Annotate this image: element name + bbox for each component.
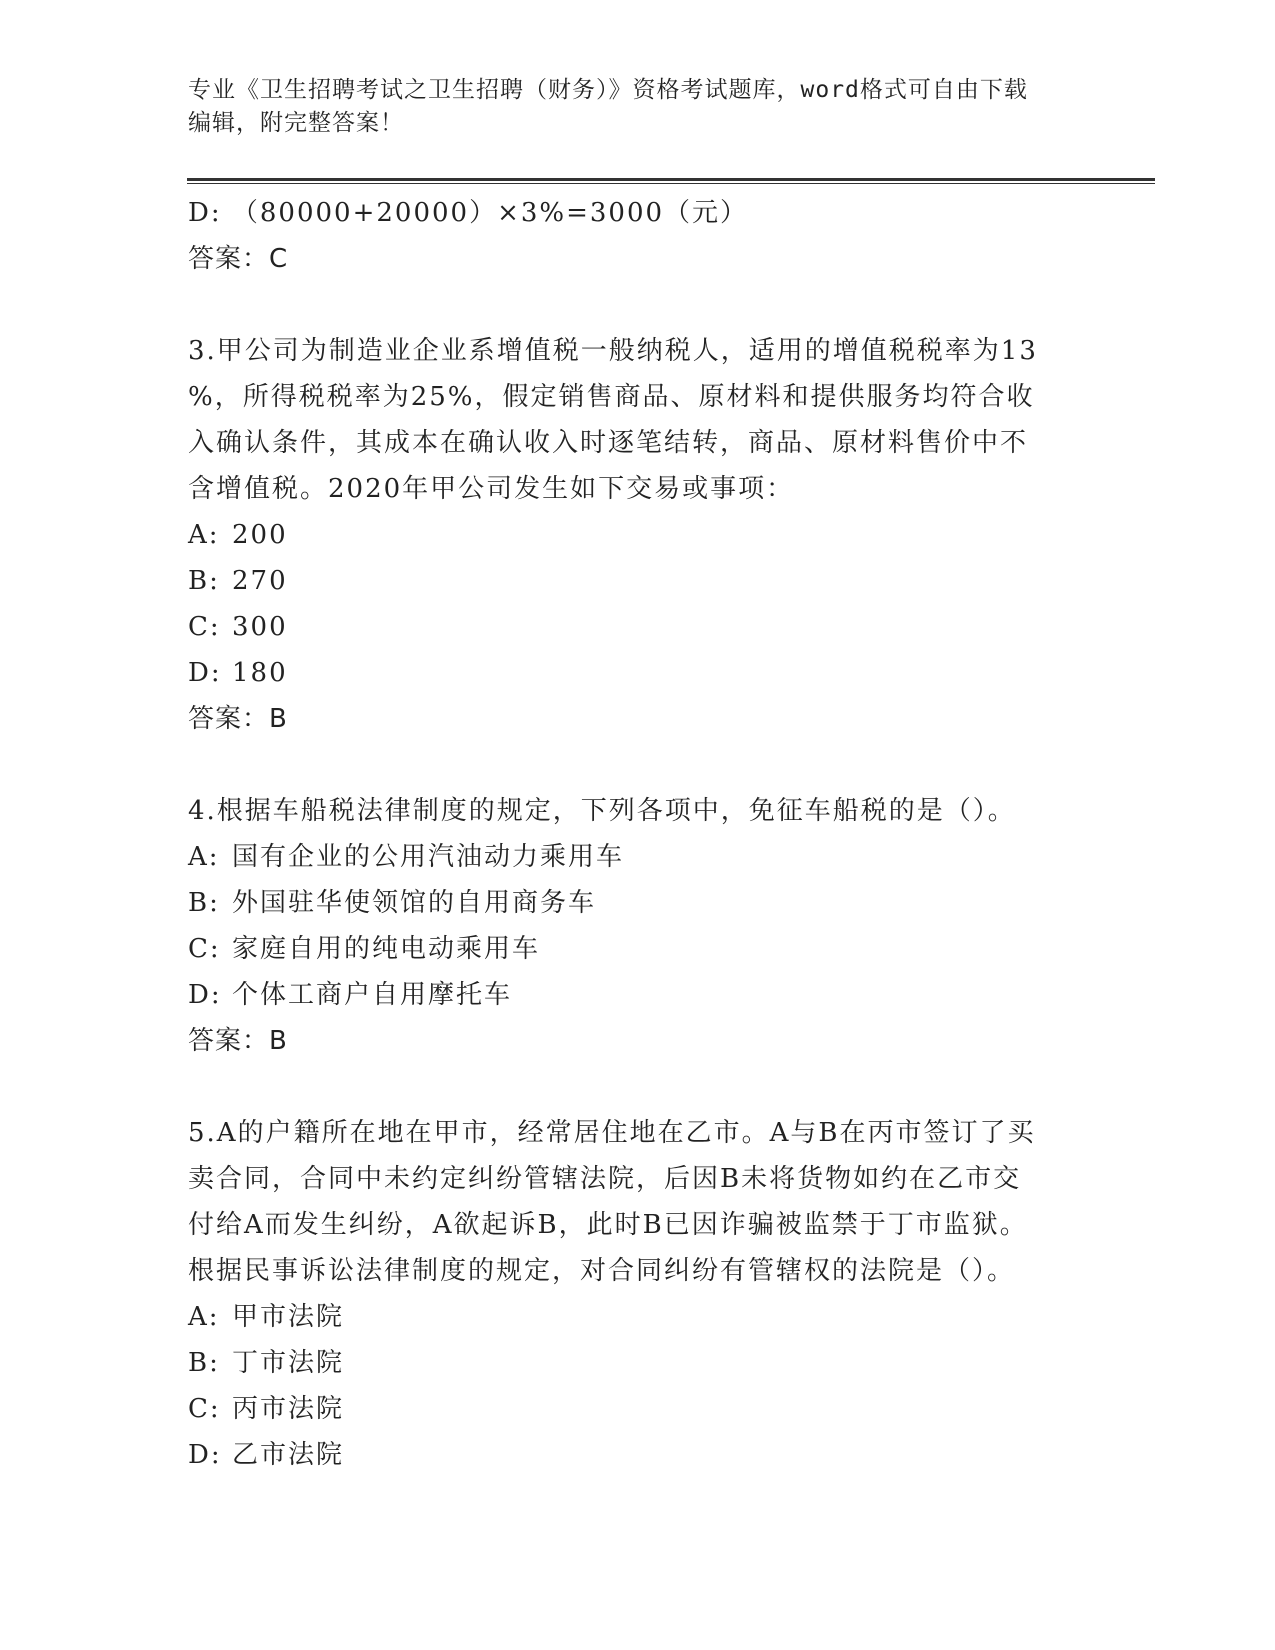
question-4-option-a [188, 834, 1088, 880]
header-line-1: 专业《卫生招聘考试之卫生招聘（财务）》资格考试题库，word格式可自由下载 [188, 77, 1028, 103]
question-5-option-d [188, 1432, 1088, 1478]
option-text: 180 [232, 658, 288, 688]
option-letter: B: [188, 1348, 220, 1378]
header-divider [187, 178, 1155, 181]
option-letter: A: [188, 842, 220, 872]
question-5-line: 5.A的户籍所在地在甲市，经常居住地在乙市。A与B在丙市签订了买 [188, 1118, 1036, 1148]
question-5-option-b [188, 1340, 1088, 1386]
option-text: 300 [232, 612, 288, 642]
question-4-line: 4.根据车船税法律制度的规定，下列各项中，免征车船税的是（）。 [188, 796, 1016, 826]
header-line-2: 编辑，附完整答案！ [188, 110, 404, 136]
question-5-option-a [188, 1294, 1088, 1340]
option-text: 家庭自用的纯电动乘用车 [232, 934, 541, 964]
question-3-option-d [188, 650, 1088, 696]
question-3-line: 3.甲公司为制造业企业系增值税一般纳税人，适用的增值税税率为13 [188, 336, 1038, 366]
option-text: 270 [232, 566, 288, 596]
option-letter: A: [188, 520, 220, 550]
option-text: 丙市法院 [232, 1394, 345, 1424]
option-text: 丁市法院 [232, 1348, 345, 1378]
option-letter: B: [188, 888, 220, 918]
question-3-line: 含增值税。2020年甲公司发生如下交易或事项： [188, 474, 795, 504]
question-3-line: 入确认条件，其成本在确认收入时逐笔结转，商品、原材料售价中不 [188, 428, 1029, 458]
option-text: 200 [232, 520, 288, 550]
question-4-option-d [188, 972, 1088, 1018]
spacer [188, 282, 1088, 328]
option-letter: D: [188, 658, 222, 688]
header-divider-thin [187, 183, 1155, 184]
question-5-line: 付给A而发生纠纷，A欲起诉B，此时B已因诈骗被监禁于丁市监狱。 [188, 1210, 1028, 1240]
question-3-answer: 答案：B [188, 704, 288, 734]
option-text: 外国驻华使领馆的自用商务车 [232, 888, 597, 918]
option-text: 乙市法院 [232, 1440, 345, 1470]
question-4-option-c [188, 926, 1088, 972]
question-5 [188, 1110, 1088, 1478]
option-text: 国有企业的公用汽油动力乘用车 [232, 842, 625, 872]
question-3-option-a [188, 512, 1088, 558]
document-body [188, 190, 1088, 1478]
q2-option-d: D: （80000+20000）×3%=3000（元） [188, 198, 749, 228]
option-letter: C: [188, 1394, 221, 1424]
option-text: 甲市法院 [232, 1302, 345, 1332]
question-3-option-b [188, 558, 1088, 604]
option-letter: A: [188, 1302, 220, 1332]
option-letter: D: [188, 1440, 222, 1470]
option-letter: C: [188, 612, 221, 642]
question-4-option-b [188, 880, 1088, 926]
option-text: 个体工商户自用摩托车 [232, 980, 513, 1010]
document-header [188, 74, 1068, 140]
question-3-option-c [188, 604, 1088, 650]
spacer [188, 1064, 1088, 1110]
question-5-option-c [188, 1386, 1088, 1432]
option-letter: B: [188, 566, 220, 596]
option-letter: C: [188, 934, 221, 964]
question-4 [188, 788, 1088, 1064]
question-5-line: 根据民事诉讼法律制度的规定，对合同纠纷有管辖权的法院是（）。 [188, 1256, 1016, 1286]
spacer [188, 742, 1088, 788]
question-3 [188, 328, 1088, 742]
question-4-answer: 答案：B [188, 1026, 288, 1056]
option-letter: D: [188, 980, 222, 1010]
question-3-line: %，所得税税率为25%，假定销售商品、原材料和提供服务均符合收 [188, 382, 1035, 412]
question-5-line: 卖合同，合同中未约定纠纷管辖法院，后因B未将货物如约在乙市交 [188, 1164, 1022, 1194]
q2-answer: 答案：C [188, 244, 289, 274]
